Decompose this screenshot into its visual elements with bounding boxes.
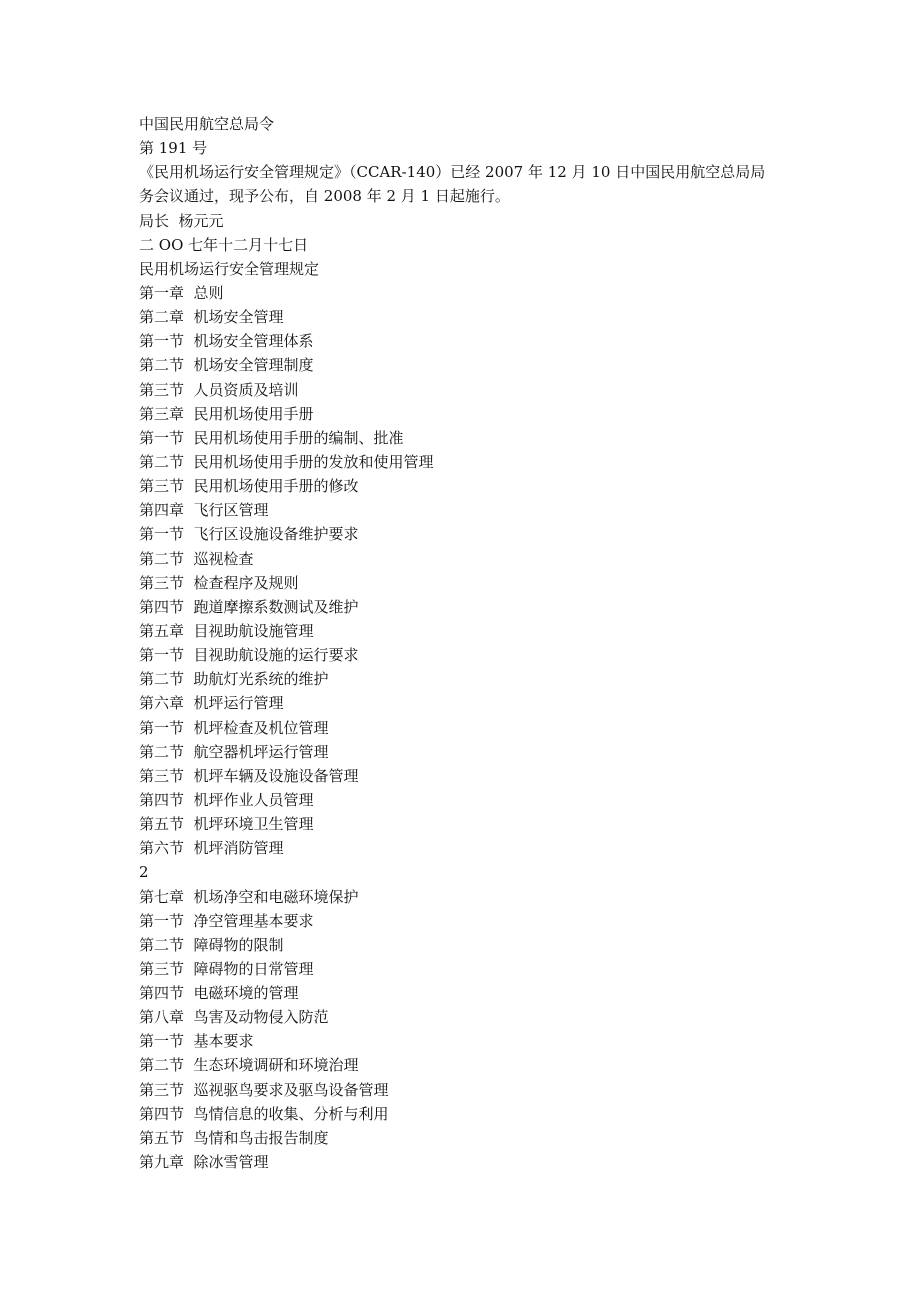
toc-section: 第二节 民用机场使用手册的发放和使用管理 (139, 452, 434, 471)
toc-section: 第六节 机坪消防管理 (139, 839, 284, 858)
toc-section: 第三节 机坪车辆及设施设备管理 (139, 766, 359, 785)
toc-chapter-2: 第二章 机场安全管理 (139, 308, 284, 327)
order-number: 第 191 号 (139, 139, 208, 158)
date-line: 二 OO 七年十二月十七日 (139, 235, 309, 254)
toc-chapter-1: 第一章 总则 (139, 283, 224, 302)
toc-section: 第三节 民用机场使用手册的修改 (139, 477, 359, 496)
toc-section: 第一节 净空管理基本要求 (139, 911, 314, 930)
toc-chapter-7: 第七章 机场净空和电磁环境保护 (139, 887, 359, 906)
toc-section: 第五节 机坪环境卫生管理 (139, 815, 314, 834)
toc-section: 第三节 障碍物的日常管理 (139, 959, 314, 978)
toc-section: 第二节 机场安全管理制度 (139, 356, 314, 375)
toc-chapter-5: 第五章 目视助航设施管理 (139, 621, 314, 640)
toc-chapter-4: 第四章 飞行区管理 (139, 501, 269, 520)
toc-section: 第二节 障碍物的限制 (139, 935, 284, 954)
toc-chapter-8: 第八章 鸟害及动物侵入防范 (139, 1008, 329, 1027)
toc-chapter-9: 第九章 除冰雪管理 (139, 1153, 269, 1172)
toc-section: 第二节 航空器机坪运行管理 (139, 742, 329, 761)
toc-section: 第三节 巡视驱鸟要求及驱鸟设备管理 (139, 1080, 389, 1099)
toc-section: 第一节 机场安全管理体系 (139, 332, 314, 351)
page-number: 2 (139, 863, 149, 882)
toc-section: 第四节 机坪作业人员管理 (139, 790, 314, 809)
toc-chapter-6: 第六章 机坪运行管理 (139, 694, 284, 713)
order-title: 中国民用航空总局令 (139, 115, 275, 133)
document-body (139, 112, 789, 1174)
toc-section: 第一节 民用机场使用手册的编制、批准 (139, 428, 404, 447)
toc-section: 第一节 基本要求 (139, 1032, 254, 1051)
regulation-title: 民用机场运行安全管理规定 (139, 259, 320, 278)
signatory: 局长 杨元元 (139, 211, 224, 230)
toc-section: 第二节 助航灯光系统的维护 (139, 670, 329, 689)
toc-section: 第三节 人员资质及培训 (139, 380, 299, 399)
toc-section: 第五节 鸟情和鸟击报告制度 (139, 1128, 329, 1147)
toc-section: 第三节 检查程序及规则 (139, 573, 299, 592)
toc-section: 第一节 飞行区设施设备维护要求 (139, 525, 359, 544)
toc-chapter-3: 第三章 民用机场使用手册 (139, 404, 314, 423)
announcement-line-1: 《民用机场运行安全管理规定》（CCAR-140）已经 2007 年 12 月 10 日中国民用航空总局局 (139, 163, 766, 182)
toc-section: 第二节 巡视检查 (139, 549, 254, 568)
toc-section: 第二节 生态环境调研和环境治理 (139, 1056, 359, 1075)
toc-section: 第一节 目视助航设施的运行要求 (139, 646, 359, 665)
toc-section: 第四节 鸟情信息的收集、分析与利用 (139, 1104, 389, 1123)
toc-section: 第四节 跑道摩擦系数测试及维护 (139, 597, 359, 616)
toc-section: 第四节 电磁环境的管理 (139, 984, 299, 1003)
announcement-line-2: 务会议通过，现予公布，自 2008 年 2 月 1 日起施行。 (139, 187, 510, 206)
toc-section: 第一节 机坪检查及机位管理 (139, 718, 329, 737)
